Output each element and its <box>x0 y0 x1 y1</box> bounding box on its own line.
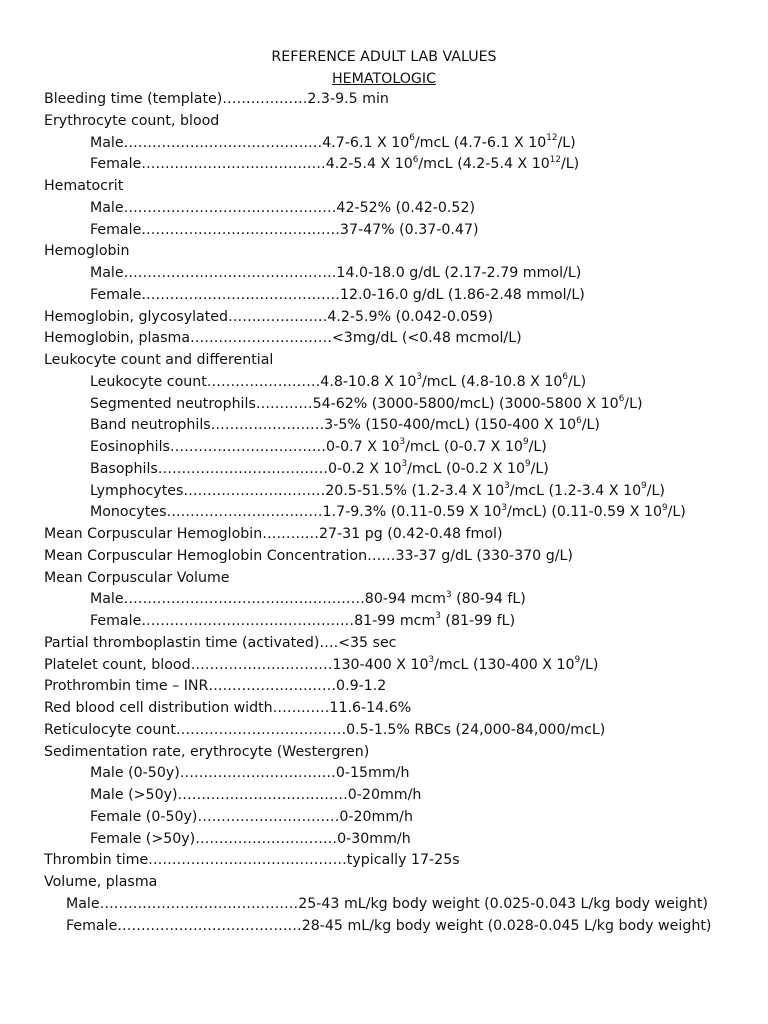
lab-entry: Mean Corpuscular Volume <box>44 569 230 586</box>
lab-subentry: Female……………………………………37-47% (0.37-0.47) <box>90 221 479 238</box>
lab-entry: Mean Corpuscular Hemoglobin Concentration……33-37 g/dL (330-370 g/L) <box>44 547 573 564</box>
lab-subentry: Female…………………………………4.2-5.4 X $10^6$/mcL (4.2-5.4 X $10^{12}/L$) <box>90 154 580 173</box>
lab-subentry: Band neutrophils……………………3-5% (150-400/mcL) (150-400 X $10^6/L$) <box>90 415 600 434</box>
lab-subentry: Lymphocytes…………………………20.5-51.5% (1.2-3.4 X $10^3$/mcL (1.2-3.4 X $10^9/L$) <box>90 480 665 499</box>
lab-entry: Red blood cell distribution width…………11.6-14.6% <box>44 700 412 716</box>
lab-subentry: Leukocyte count……………………4.8-10.8 X $10^3$/mcL (4.8-10.8 X $10^6/L$) <box>90 372 587 390</box>
lab-entry: Erythrocyte count, blood <box>44 112 220 129</box>
lab-entry: Hemoglobin <box>44 243 130 260</box>
lab-subentry: Female………………………………………81-99 mcm$^3$ (81-99 fL) <box>90 611 516 629</box>
lab-entry: Platelet count, blood…………………………130-400 X $10^3$/mcL (130-400 X $10^9/L$) <box>44 654 599 673</box>
lab-entry: Hematocrit <box>44 178 124 194</box>
lab-entry: Bleeding time (template)………………2.3-9.5 min <box>44 91 389 107</box>
lab-entry: Hemoglobin, plasma…………………………<3mg/dL (<0.48 mcmol/L) <box>44 330 522 347</box>
lab-entry: Thrombin time……………………………………typically 17-25s <box>44 852 460 869</box>
lab-entry: Sedimentation rate, erythrocyte (Westergren) <box>44 743 370 760</box>
section-heading: HEMATOLOGIC <box>332 71 436 87</box>
lab-subentry: Female…………………………………28-45 mL/kg body weight (0.028-0.045 L/kg body weight) <box>66 917 712 934</box>
lab-entry: Mean Corpuscular Hemoglobin…………27-31 pg (0.42-0.48 fmol) <box>44 526 503 542</box>
lab-entry: Hemoglobin, glycosylated…………………4.2-5.9% (0.042-0.059) <box>44 308 493 325</box>
document-title: REFERENCE ADULT LAB VALUES <box>271 49 497 65</box>
lab-subentry: Male……………………………………4.7-6.1 X $10^6$/mcL (4.7-6.1 X $10^{12}/L$) <box>90 132 576 151</box>
lab-subentry: Male (>50y)………………………………0-20mm/h <box>90 787 422 803</box>
lab-subentry: Female (0-50y)…………………………0-20mm/h <box>90 808 413 825</box>
lab-values-list <box>0 89 768 937</box>
lab-entry: Leukocyte count and differential <box>44 352 274 368</box>
lab-subentry: Segmented neutrophils…………54-62% (3000-5800/mcL) (3000-5800 X $10^6/L$) <box>90 393 643 412</box>
lab-subentry: Eosinophils……………………………0-0.7 X $10^3$/mcL (0-0.7 X $10^9/L$) <box>90 437 547 455</box>
lab-entry: Partial thromboplastin time (activated)….<35 sec <box>44 634 397 651</box>
lab-subentry: Male……………………………………25-43 mL/kg body weight (0.025-0.043 L/kg body weight) <box>66 895 708 912</box>
lab-subentry: Male (0-50y)……………………………0-15mm/h <box>90 765 410 782</box>
lab-subentry: Male………………………………………42-52% (0.42-0.52) <box>90 199 476 216</box>
lab-subentry: Female (>50y)…………………………0-30mm/h <box>90 830 411 847</box>
lab-subentry: Basophils………………………………0-0.2 X $10^3$/mcL (0-0.2 X $10^9/L$) <box>90 459 549 477</box>
lab-entry: Reticulocyte count………………………………0.5-1.5% RBCs (24,000-84,000/mcL) <box>44 721 606 738</box>
lab-entry: Prothrombin time – INR………………………0.9-1.2 <box>44 678 387 695</box>
lab-entry: Volume, plasma <box>44 874 158 890</box>
lab-subentry: Female……………………………………12.0-16.0 g/dL (1.86-2.48 mmol/L) <box>90 286 585 303</box>
lab-subentry: Monocytes……………………………1.7-9.3% (0.11-0.59 X $10^3/mcL$) (0.11-0.59 X $10^9/L$) <box>90 502 686 521</box>
lab-subentry: Male………………………………………14.0-18.0 g/dL (2.17-2.79 mmol/L) <box>90 265 582 281</box>
lab-subentry: Male……………………………………………80-94 mcm$^3$ (80-94 fL) <box>90 589 526 608</box>
